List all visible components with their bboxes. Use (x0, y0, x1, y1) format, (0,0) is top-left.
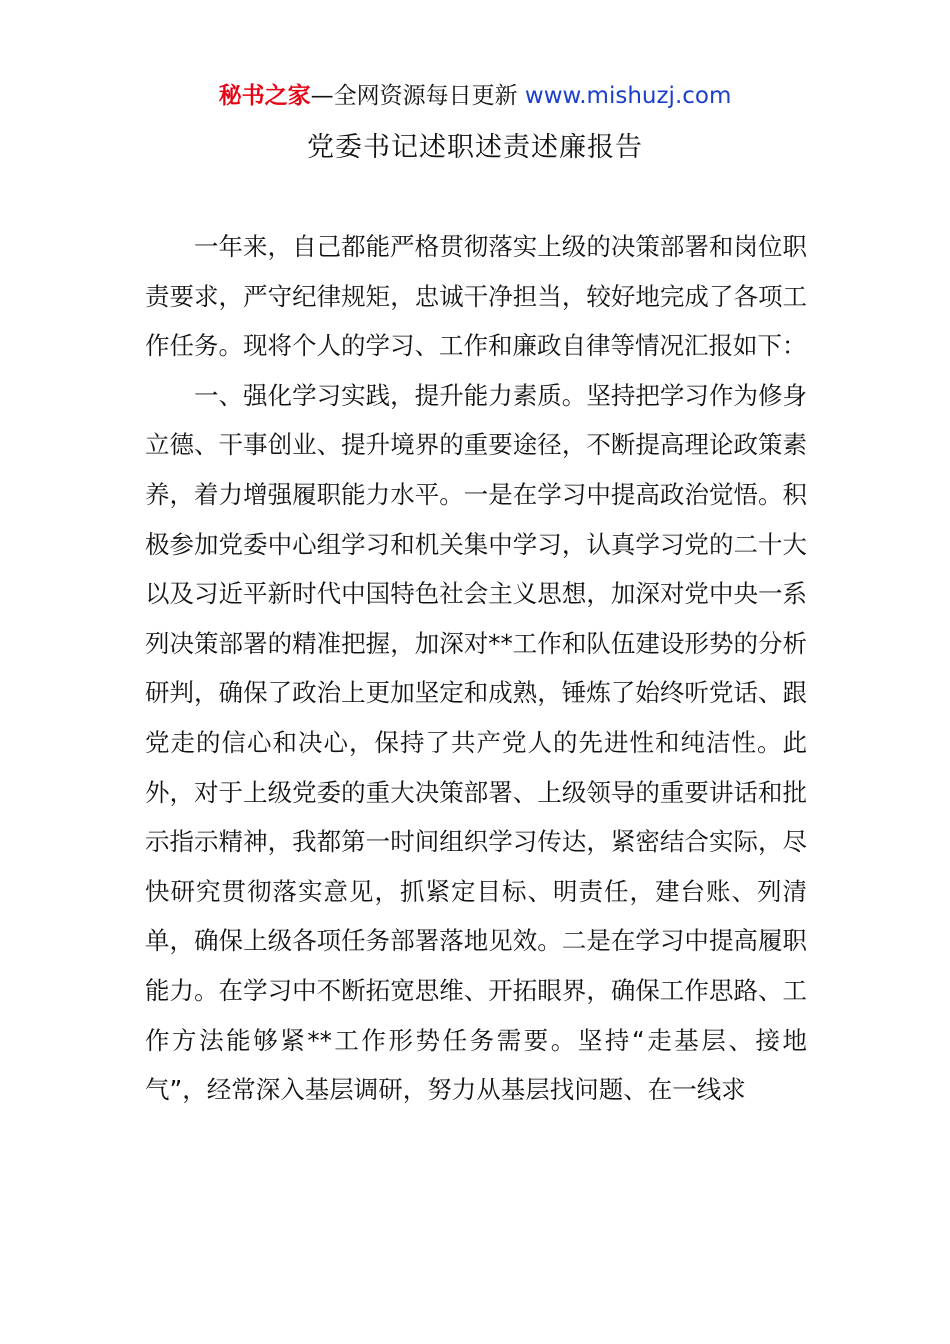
site-url-link[interactable]: www.mishuzj.com (524, 83, 732, 109)
document-body (145, 222, 807, 1115)
site-brand: 秘书之家 (218, 83, 311, 109)
document-title: 党委书记述职述责述廉报告 (307, 132, 643, 163)
site-tagline: —全网资源每日更新 (310, 83, 525, 109)
paragraph-section-one: 一、强化学习实践，提升能力素质。坚持把学习作为修身立德、干事创业、提升境界的重要途径，不断提高理论政策素养，着力增强履职能力水平。一是在学习中提高政治觉悟。积极参加党委中心组学习和机关集中学习，认真学习党的二十大以及习近平新时代中国特色社会主义思想，加深对党中央一系列决策部署的精准把握，加深对**工作和队伍建设形势的分析研判，确保了政治上更加坚定和成熟，锤炼了始终听党话、跟党走的信心和决心，保持了共产党人的先进性和纯洁性。此外，对于上级党委的重大决策部署、上级领导的重要讲话和批示指示精神，我都第一时间组织学习传达，紧密结合实际，尽快研究贯彻落实意见，抓紧定目标、明责任，建台账、列清单，确保上级各项任务部署落地见效。二是在学习中提高履职能力。在学习中不断拓宽思维、开拓眼界，确保工作思路、工作方法能够紧**工作形势任务需要。坚持“走基层、接地气”，经常深入基层调研，努力从基层找问题、在一线求 (145, 380, 807, 1105)
paragraph-intro: 一年来，自己都能严格贯彻落实上级的决策部署和岗位职责要求，严守纪律规矩，忠诚干净担当，较好地完成了各项工作任务。现将个人的学习、工作和廉政自律等情况汇报如下： (145, 232, 807, 361)
site-header (0, 78, 950, 114)
